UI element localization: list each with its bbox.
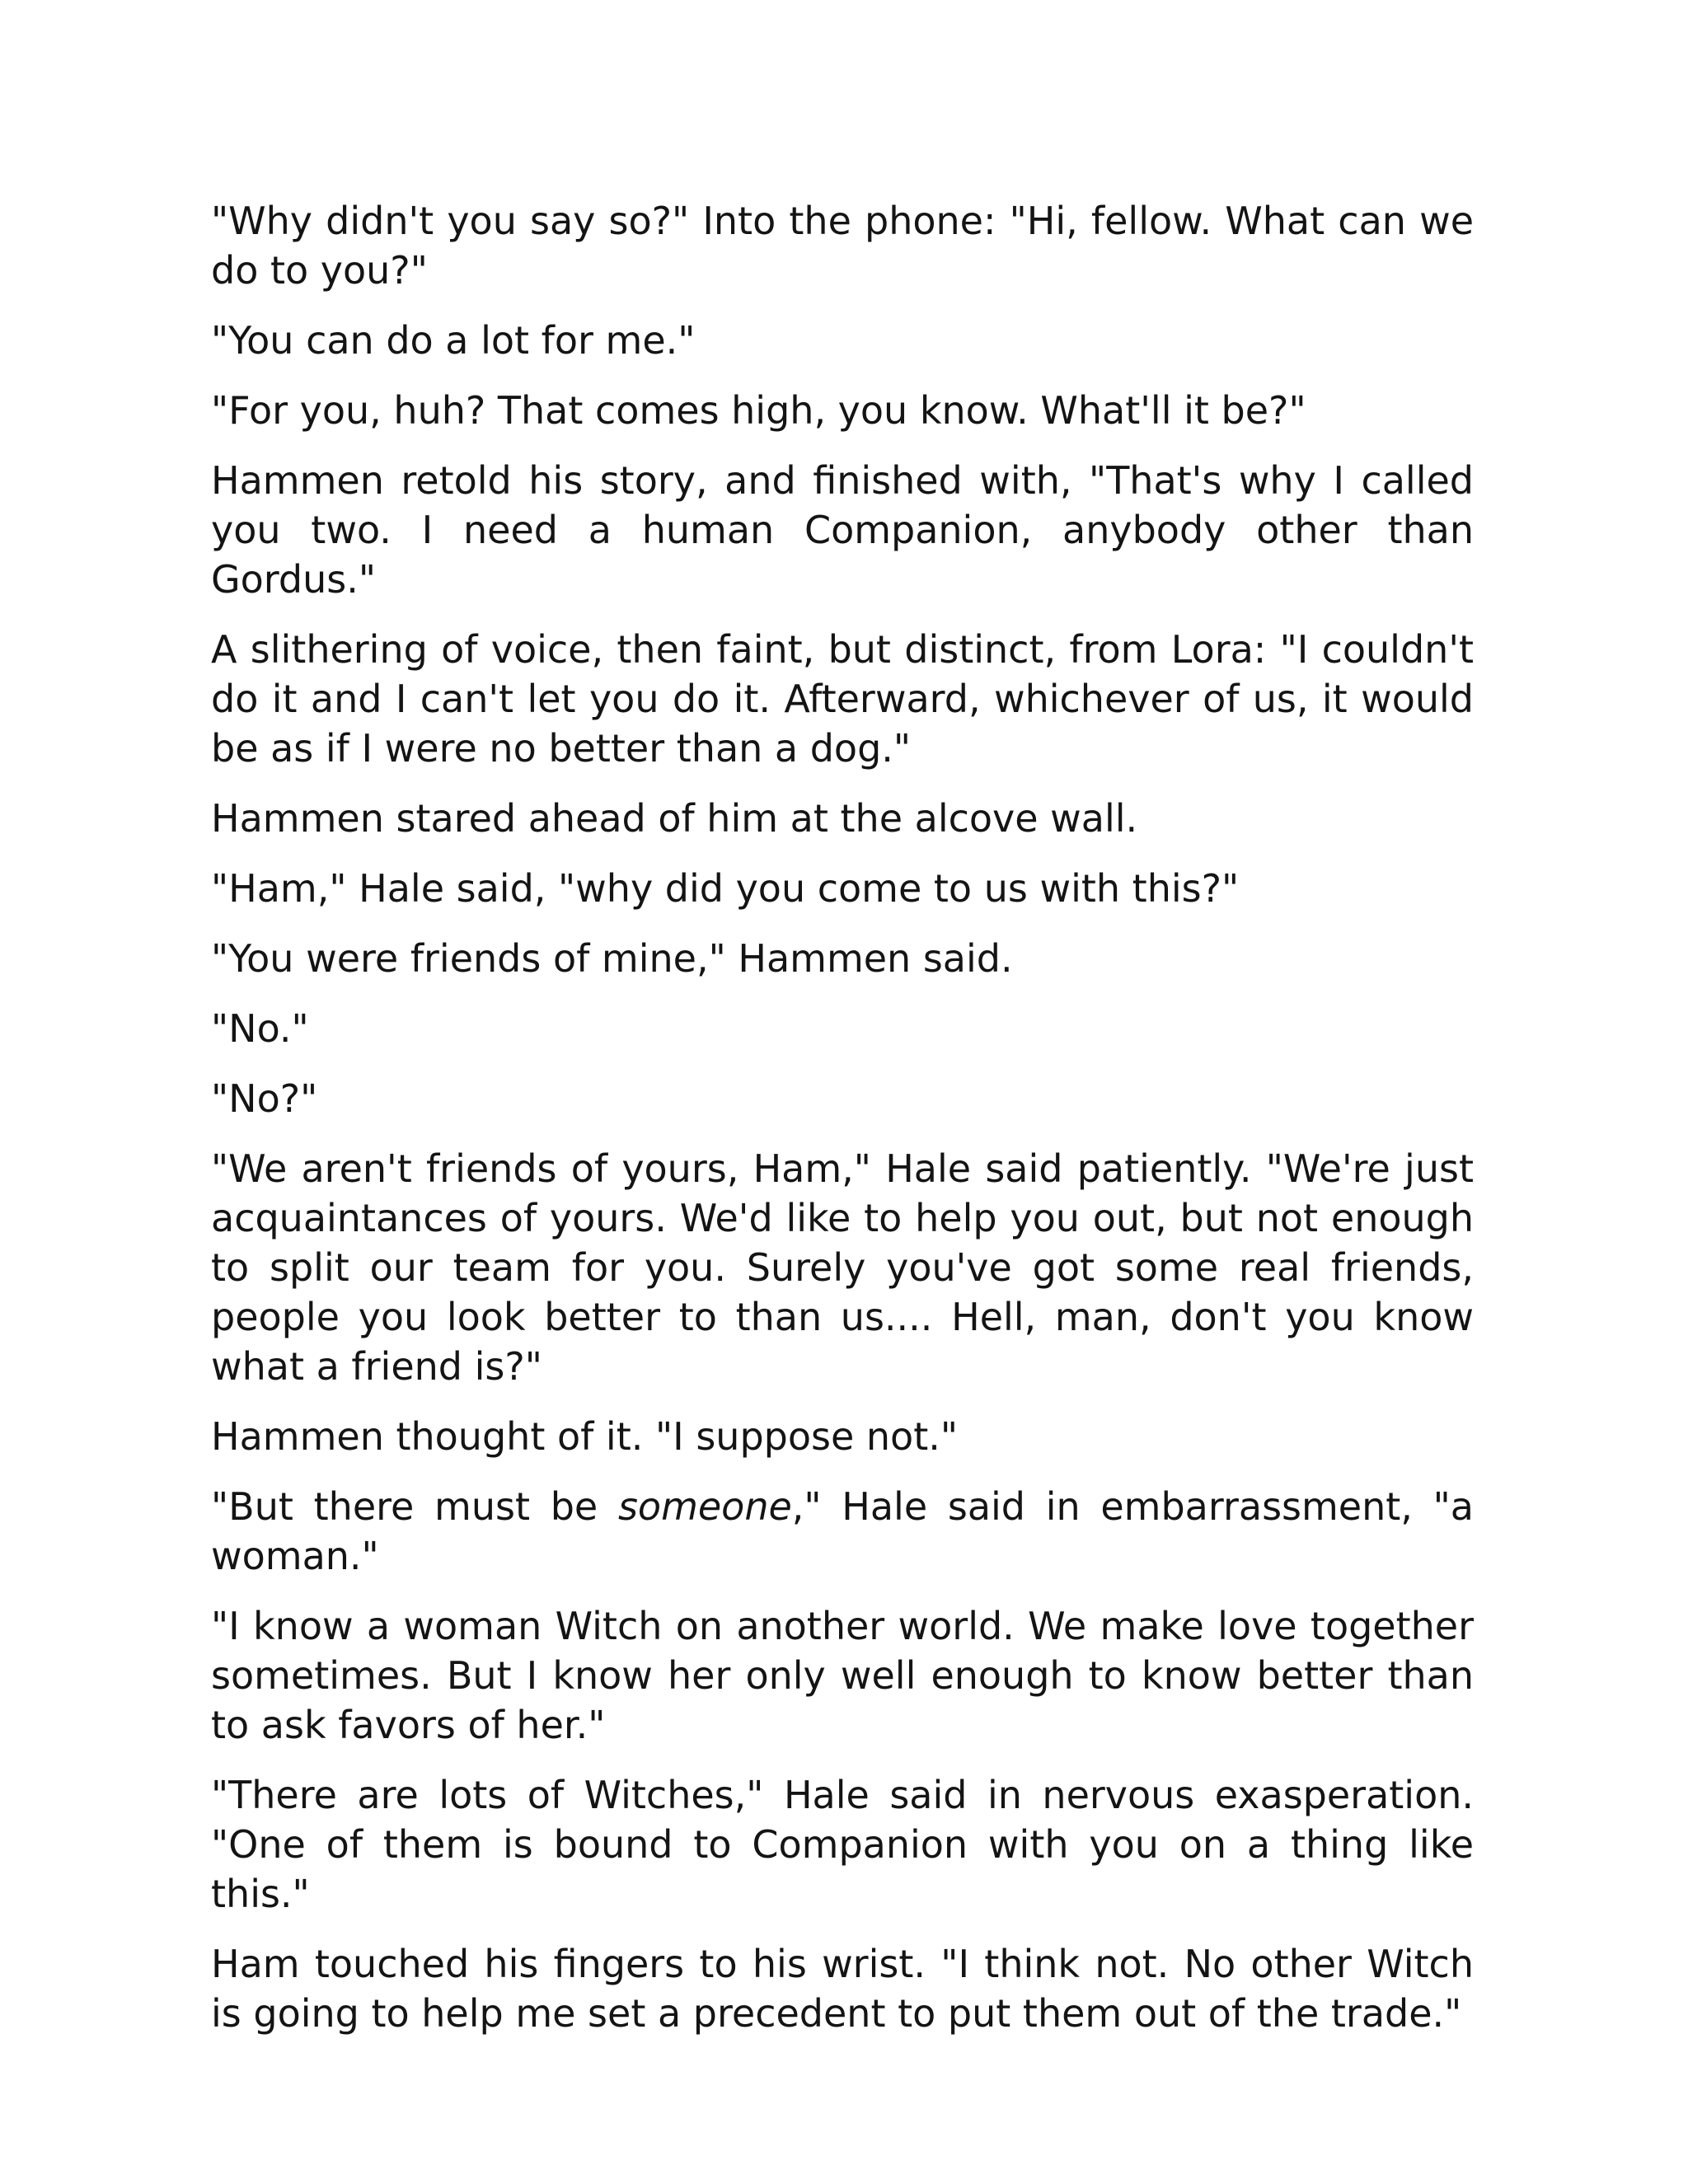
paragraph-9: "No.": [211, 1006, 309, 1051]
page-body: [211, 196, 1474, 2059]
paragraph-6: Hammen stared ahead of him at the alcove wall.: [211, 796, 1138, 841]
paragraph-13-before: "But there must be: [211, 1484, 618, 1529]
paragraph-11: "We aren't friends of yours, Ham," Hale said patiently. "We're just acquaintances of yours. We'd like to help you out, but not enough to split our team for you. Surely you've got some real friends, people you look better to than us.... Hell, man, don't you know what a friend is?": [211, 1146, 1474, 1389]
paragraph-2: "You can do a lot for me.": [211, 318, 696, 363]
paragraph-5: A slithering of voice, then faint, but distinct, from Lora: "I couldn't do it and I can't let you do it. Afterward, whichever of us, it would be as if I were no better than a dog.": [211, 627, 1474, 771]
paragraph-8: "You were friends of mine," Hammen said.: [211, 936, 1013, 981]
paragraph-13-after: ," Hale said in embarrassment, "a woman.": [211, 1484, 1474, 1578]
paragraph-16: Ham touched his fingers to his wrist. "I think not. No other Witch is going to help me set a precedent to put them out of the trade.": [211, 1942, 1474, 2036]
paragraph-13: [211, 1482, 1474, 1581]
paragraph-15: "There are lots of Witches," Hale said in nervous exasperation. "One of them is bound to Companion with you on a thing like this.": [211, 1773, 1474, 1916]
paragraph-1: "Why didn't you say so?" Into the phone: "Hi, fellow. What can we do to you?": [211, 199, 1474, 293]
paragraph-12: Hammen thought of it. "I suppose not.": [211, 1414, 959, 1459]
paragraph-4: Hammen retold his story, and finished with, "That's why I called you two. I need a human Companion, anybody other than Gordus.": [211, 458, 1474, 602]
paragraph-14: "I know a woman Witch on another world. We make love together sometimes. But I know her only well enough to know better than to ask favors of her.": [211, 1604, 1474, 1747]
paragraph-10: "No?": [211, 1076, 318, 1121]
paragraph-7: "Ham," Hale said, "why did you come to us with this?": [211, 866, 1240, 911]
emphasis-someone: someone: [617, 1484, 792, 1529]
paragraph-3: "For you, huh? That comes high, you know. What'll it be?": [211, 388, 1306, 433]
